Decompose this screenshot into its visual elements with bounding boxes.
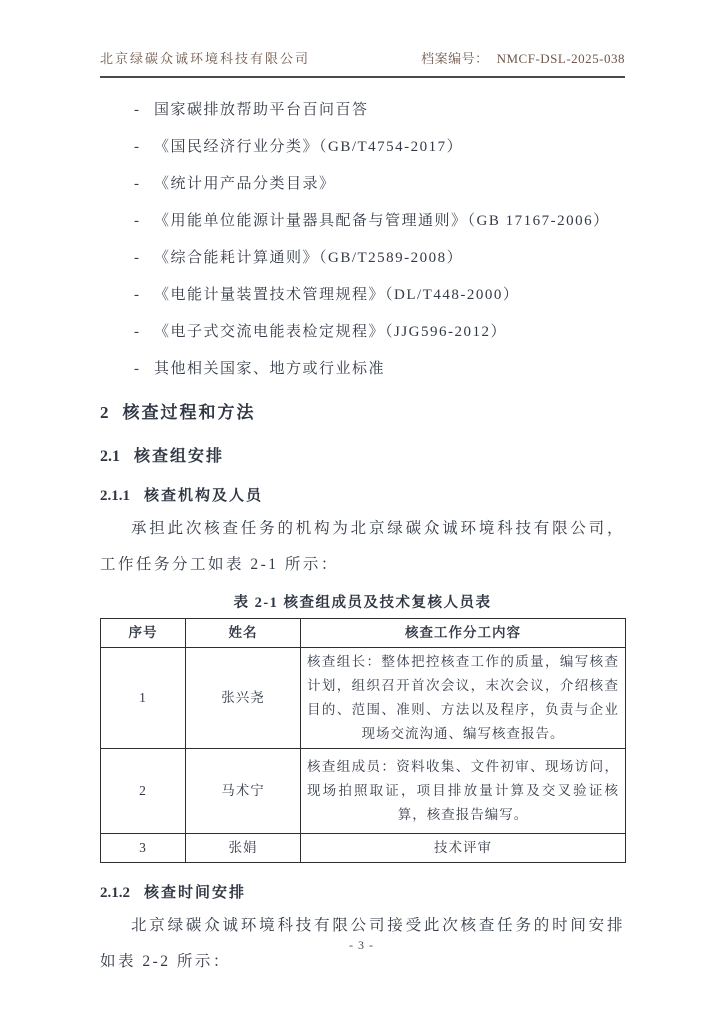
list-item-text: 其他相关国家、地方或行业标准 bbox=[154, 361, 386, 377]
list-item bbox=[100, 129, 625, 166]
bullet-dash: - bbox=[134, 324, 141, 340]
section-title: 核查组安排 bbox=[134, 448, 225, 465]
cell-name: 张娟 bbox=[186, 834, 301, 863]
company-name: 北京绿碳众诚环境科技有限公司 bbox=[100, 51, 311, 66]
reference-list bbox=[100, 92, 625, 388]
bullet-dash: - bbox=[134, 287, 141, 303]
section-heading-2 bbox=[100, 398, 625, 423]
section-title: 核查时间安排 bbox=[144, 885, 247, 901]
page-number: - 3 - bbox=[349, 938, 374, 952]
page-header bbox=[100, 0, 625, 78]
bullet-dash: - bbox=[134, 176, 141, 192]
section-title: 核查过程和方法 bbox=[122, 403, 256, 422]
cell-duty: 技术评审 bbox=[301, 834, 626, 863]
archive-number-value: NMCF-DSL-2025-038 bbox=[496, 51, 625, 66]
col-header-duty: 核查工作分工内容 bbox=[301, 619, 626, 648]
table-row bbox=[101, 648, 626, 749]
list-item-text: 国家碳排放帮助平台百问百答 bbox=[154, 102, 369, 118]
section-heading-2-1-1 bbox=[100, 484, 625, 505]
cell-duty: 核查组成员：资料收集、文件初审、现场访问，现场拍照取证，项目排放量计算及交叉验证核算，核查报告编写。 bbox=[301, 749, 626, 834]
list-item bbox=[100, 277, 625, 314]
bullet-dash: - bbox=[134, 139, 141, 155]
bullet-dash: - bbox=[134, 102, 141, 118]
section-number: 2.1.1 bbox=[100, 488, 130, 504]
bullet-dash: - bbox=[134, 213, 141, 229]
table-header-row bbox=[101, 619, 626, 648]
table-row bbox=[101, 834, 626, 863]
col-header-no: 序号 bbox=[101, 619, 186, 648]
section-heading-2-1-2 bbox=[100, 881, 625, 902]
archive-number-label: 档案编号： bbox=[421, 51, 489, 66]
list-item bbox=[100, 351, 625, 388]
section-title: 核查机构及人员 bbox=[144, 488, 264, 504]
list-item bbox=[100, 314, 625, 351]
cell-duty: 核查组长：整体把控核查工作的质量，编写核查计划，组织召开首次会议，末次会议，介绍核查目的、范围、准则、方法以及程序，负责与企业现场交流沟通、编写核查报告。 bbox=[301, 648, 626, 749]
section-number: 2.1 bbox=[100, 448, 120, 465]
table-caption: 表 2-1 核查组成员及技术复核人员表 bbox=[233, 595, 492, 611]
bullet-dash: - bbox=[134, 250, 141, 266]
list-item-text: 《综合能耗计算通则》（GB/T2589-2008） bbox=[154, 250, 464, 266]
bullet-dash: - bbox=[134, 361, 141, 377]
list-item bbox=[100, 92, 625, 129]
section-number: 2 bbox=[100, 403, 109, 422]
cell-no: 3 bbox=[101, 834, 186, 863]
section-number: 2.1.2 bbox=[100, 885, 130, 901]
cell-name: 张兴尧 bbox=[186, 648, 301, 749]
list-item-text: 《国民经济行业分类》（GB/T4754-2017） bbox=[154, 139, 464, 155]
table-row bbox=[101, 749, 626, 834]
paragraph-time-intro: 北京绿碳众诚环境科技有限公司接受此次核查任务的时间安排如表 2-2 所示： bbox=[100, 917, 625, 970]
list-item bbox=[100, 240, 625, 277]
cell-name: 马术宁 bbox=[186, 749, 301, 834]
section-heading-2-1 bbox=[100, 443, 625, 466]
list-item bbox=[100, 166, 625, 203]
list-item bbox=[100, 203, 625, 240]
col-header-name: 姓名 bbox=[186, 619, 301, 648]
list-item-text: 《统计用产品分类目录》 bbox=[154, 176, 336, 192]
cell-no: 2 bbox=[101, 749, 186, 834]
cell-no: 1 bbox=[101, 648, 186, 749]
paragraph-org-intro: 承担此次核查任务的机构为北京绿碳众诚环境科技有限公司，工作任务分工如表 2-1 所示： bbox=[100, 520, 625, 573]
archive-number bbox=[421, 48, 625, 67]
list-item-text: 《用能单位能源计量器具配备与管理通则》（GB 17167-2006） bbox=[154, 213, 610, 229]
members-table bbox=[100, 618, 626, 863]
list-item-text: 《电子式交流电能表检定规程》（JJG596-2012） bbox=[154, 324, 508, 340]
list-item-text: 《电能计量装置技术管理规程》（DL/T448-2000） bbox=[154, 287, 520, 303]
